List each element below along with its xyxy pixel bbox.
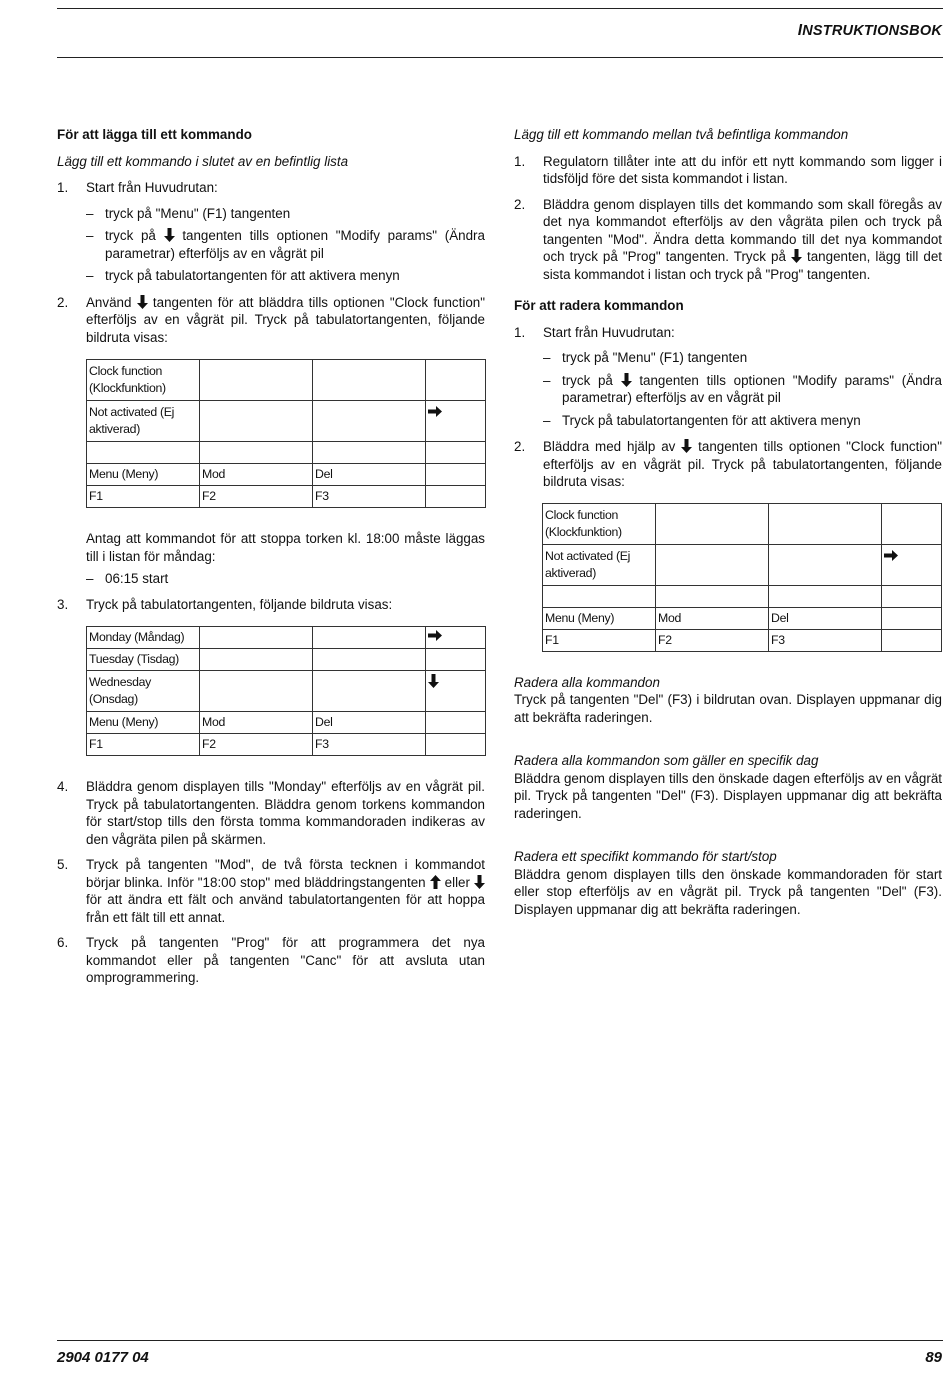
section-heading-add: För att lägga till ett kommando (57, 127, 252, 142)
subheading-add-between: Lägg till ett kommando mellan två befintliga kommandon (514, 127, 849, 142)
right-item-2: 2. Bläddra genom displayen tills det kommando som skall föregås av det nya kommandot efterföljs av den vågräta pilen och tryck på tangenten "Mod". Ändra detta kommando till det nya kommandot och tryck på "Prog" tangenten. Tryck på tangenten, lägg till det sista kommandot i listan och tryck på "Prog" tangenten. (514, 196, 942, 282)
display-f1: F1 (87, 734, 200, 756)
section-heading-delete: För att radera kommandon (514, 298, 684, 313)
display-clock-function-delete (542, 503, 942, 652)
assume-text: Antag att kommandot för att stoppa torken kl. 18:00 måste läggas till i listan för måndag: (86, 531, 485, 564)
step-2: 2. Använd tangenten för att bläddra tills optionen "Clock function" efterföljs av en vågrät pil. Tryck på tabulatortangenten, följande bildruta visas: (57, 294, 485, 345)
display-cell-clock-function: Clock function (Klockfunktion) (543, 503, 656, 544)
header-title: INSTRUKTIONSBOK (797, 22, 942, 39)
subheading-delete-all: Radera alla kommandon (514, 674, 660, 690)
step-3: 3. Tryck på tabulatortangenten, följande bildruta visas: (57, 596, 393, 612)
display-mod-label: Mod (200, 464, 313, 486)
down-arrow-icon (474, 875, 485, 889)
para-delete-one: Bläddra genom displayen tills den önskade kommandoraden för start eller stop efterföljs av en vågrät pil. Tryck på tangenten "Del" (F3). Displayen uppmanar dig att bekräfta raderingen. (514, 866, 942, 917)
para-delete-day: Bläddra genom displayen tills den önskade dagen efterföljs av en vågrät pil. Tryck på tangenten "Del" (F3). Displayen uppmanar dig att bekräfta raderingen. (514, 770, 942, 821)
display-menu-label: Menu (Meny) (543, 607, 656, 629)
footer-rule (57, 1340, 943, 1341)
down-arrow-icon (428, 677, 439, 691)
delete-step-1-dash-3: – Tryck på tabulatortangenten för att aktivera menyn (543, 412, 861, 428)
display-f2: F2 (656, 629, 769, 651)
step-5: 5. Tryck på tangenten "Mod", de två första tecknen i kommandot börjar blinka. Inför "18:00 stop" med bläddringstangenten eller för att ändra ett fält och använd tabulatortangenten för att hoppa från ett fält till ett annat. (57, 857, 485, 925)
assume-dash: – 06:15 start (86, 571, 169, 586)
down-arrow-icon (621, 373, 632, 387)
delete-step-1: 1. Start från Huvudrutan: (514, 324, 675, 340)
right-item-1: 1. Regulatorn tillåter inte att du inför ett nytt kommando som ligger i tidsföljd före det sista kommandot i listan. (514, 153, 942, 186)
right-arrow-icon (428, 406, 442, 420)
down-arrow-icon (137, 295, 148, 309)
document-number: 2904 0177 04 (57, 1349, 149, 1366)
display-f3: F3 (769, 629, 882, 651)
delete-step-1-dash-1: – tryck på "Menu" (F1) tangenten (543, 350, 748, 365)
display-monday: Monday (Måndag) (87, 627, 200, 649)
left-column (57, 126, 485, 995)
step-4: 4. Bläddra genom displayen tills "Monday" efterföljs av en vågrät pil. Tryck på tabulatortangenten. Bläddra genom torkens kommandon för start/stop tills den första tomma kommandoraden indikeras av den vågräta pilen på skärmen. (57, 779, 485, 847)
display-cell-not-activated: Not activated (Ej aktiverad) (87, 401, 200, 442)
step-1-dash-1: – tryck på "Menu" (F1) tangenten (86, 205, 291, 221)
right-arrow-icon (428, 630, 442, 644)
display-del-label: Del (313, 712, 426, 734)
step-1-dash-3: – tryck på tabulatortangenten för att aktivera menyn (86, 268, 400, 283)
display-cell-clock-function: Clock function (Klockfunktion) (87, 360, 200, 401)
down-arrow-icon (164, 228, 175, 242)
subheading-add-end: Lägg till ett kommando i slutet av en befintlig lista (57, 153, 349, 169)
down-arrow-icon (681, 439, 692, 453)
down-arrow-icon (791, 249, 802, 263)
display-f3: F3 (313, 486, 426, 508)
display-cell-not-activated: Not activated (Ej aktiverad) (543, 544, 656, 585)
page-number: 89 (925, 1349, 942, 1366)
subheading-delete-day: Radera alla kommandon som gäller en specifik dag (514, 753, 819, 768)
display-del-label: Del (769, 607, 882, 629)
display-days (86, 626, 485, 756)
display-f1: F1 (87, 486, 200, 508)
display-mod-label: Mod (200, 712, 313, 734)
display-menu-label: Menu (Meny) (87, 712, 200, 734)
display-f2: F2 (200, 486, 313, 508)
step-6: 6. Tryck på tangenten "Prog" för att programmera det nya kommandot eller på tangenten "Canc" för att avsluta utan omprogrammering. (57, 935, 485, 985)
delete-step-2: 2. Bläddra med hjälp av tangenten tills optionen "Clock function" efterföljs av en vågrät pil. Tryck på tabulatortangenten, följande bildruta visas: (514, 439, 942, 489)
display-del-label: Del (313, 464, 426, 486)
display-tuesday: Tuesday (Tisdag) (87, 649, 200, 671)
display-clock-function (86, 359, 485, 508)
display-f3: F3 (313, 734, 426, 756)
right-arrow-icon (884, 550, 898, 564)
header-bottom-rule (57, 57, 943, 58)
display-f1: F1 (543, 629, 656, 651)
display-f2: F2 (200, 734, 313, 756)
display-mod-label: Mod (656, 607, 769, 629)
delete-step-1-dash-2: – tryck på tangenten tills optionen "Modify params" (Ändra parametrar) efterföljs av en vågrät pil (543, 372, 942, 405)
header-top-rule (57, 8, 943, 9)
step-1: 1. Start från Huvudrutan: (57, 180, 218, 195)
up-arrow-icon (430, 875, 441, 889)
step-1-dash-2: – tryck på tangenten tills optionen "Modify params" (Ändra parametrar) efterföljs av en vågrät pil (86, 228, 485, 261)
right-column (514, 126, 942, 926)
subheading-delete-one: Radera ett specifikt kommando för start/stop (514, 849, 777, 864)
para-delete-all: Tryck på tangenten "Del" (F3) i bildrutan ovan. Displayen uppmanar dig att bekräfta raderingen. (514, 692, 942, 725)
display-wednesday: Wednesday (Onsdag) (87, 671, 200, 712)
display-menu-label: Menu (Meny) (87, 464, 200, 486)
